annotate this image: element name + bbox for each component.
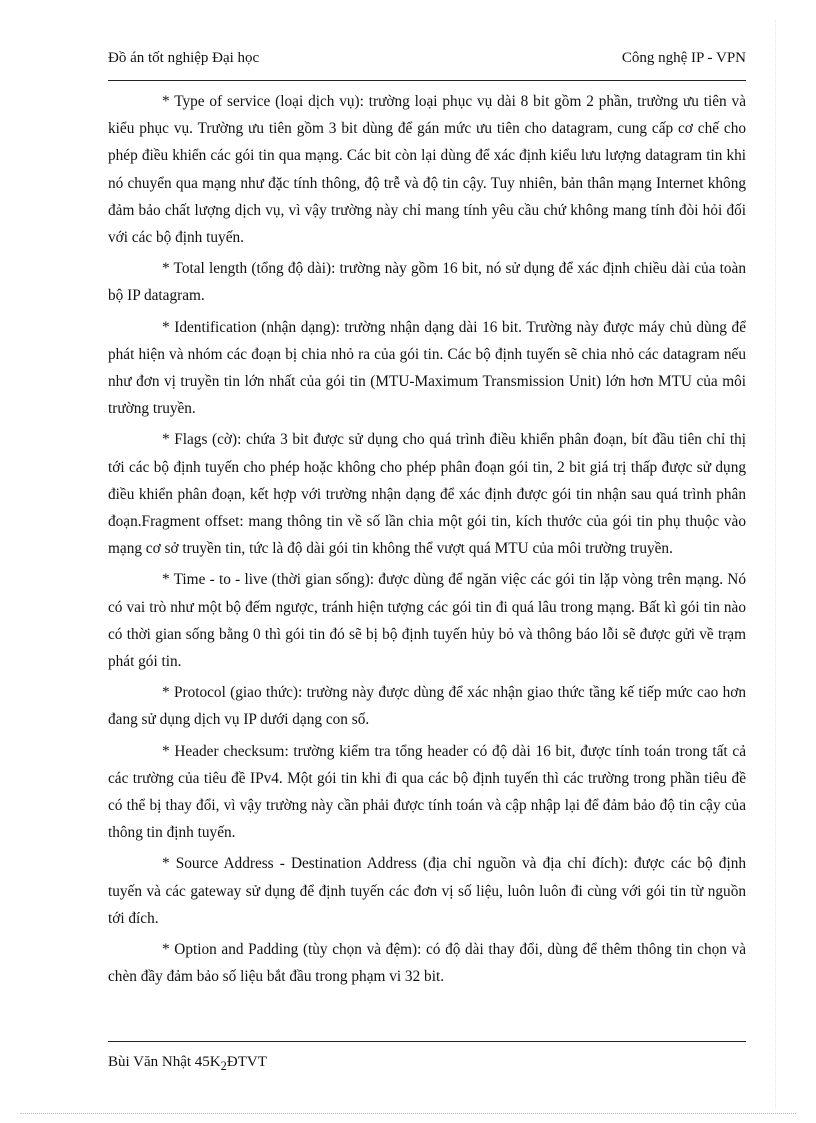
paragraph-identification: * Identification (nhận dạng): trường nhận dạng dài 16 bit. Trường này được máy chủ dùng để phát hiện và nhóm các đoạn bị chia nhỏ ra của gói tin. Các bộ định tuyến sẽ chia nhỏ các datagram nếu như đơn vị truyền tin lớn nhất của gói tin (MTU-Maximum Transmission Unit) lớn hơn MTU của môi trường truyền. [108,318,746,418]
paragraph-time-to-live: * Time - to - live (thời gian sống): được dùng để ngăn việc các gói tin lặp vòng trên mạng. Nó có vai trò như một bộ đếm ngược, tránh hiện tượng các gói tin đi quá lâu trong mạng. Bất kì gói tin nào có thời gian sống bằng 0 thì gói tin đó sẽ bị bộ định tuyến hủy bỏ và thông báo lỗi sẽ được gửi về trạm phát gói tin. [108,571,746,671]
header-left-title: Đồ án tốt nghiệp Đại học [108,50,260,66]
page-footer [108,1041,746,1074]
footer-author-class: ĐTVT [226,1054,267,1070]
header-right-title: Công nghệ IP - VPN [621,50,746,66]
paragraph-address: * Source Address - Destination Address (địa chỉ nguồn và địa chỉ đích): được các bộ định tuyến và các gateway sử dụng để định tuyến các đơn vị số liệu, luôn luôn đi cùng với gói tin từ nguồn tới đích. [108,855,746,927]
document-body [108,88,746,995]
page-bottom-border [20,1113,796,1114]
paragraph-header-checksum: * Header checksum: trường kiểm tra tổng header có độ dài 16 bit, được tính toán trong tất cả các trường của tiêu đề IPv4. Một gói tin khi đi qua các bộ định tuyến thì các trường trong phần tiêu đề có thể bị thay đổi, vì vậy trường này cần phải được tính toán và cập nhập lại để đảm bảo độ tin cậy của thông tin định tuyến. [108,742,746,842]
paragraph-protocol: * Protocol (giao thức): trường này được dùng để xác nhận giao thức tầng kế tiếp mức cao hơn đang sử dụng dịch vụ IP dưới dạng con số. [108,684,746,729]
paragraph-option-padding: * Option and Padding (tùy chọn và đệm): có độ dài thay đổi, dùng để thêm thông tin chọn và chèn đầy đảm bảo số liệu bắt đầu trong phạm vi 32 bit. [108,941,746,986]
paragraph-flags: * Flags (cờ): chứa 3 bit được sử dụng cho quá trình điều khiển phân đoạn, bít đầu tiên chỉ thị tới các bộ định tuyến cho phép hoặc không cho phép phân đoạn gói tin, 2 bit giá trị thấp được sử dụng điều khiển phân đoạn, kết hợp với trường nhận dạng để xác định được gói tin nhận sau quá trình phân đoạn.Fragment offset: mang thông tin về số lần chia một gói tin, kích thước của gói tin phụ thuộc vào mạng cơ sở truyền tin, tức là độ dài gói tin không thể vượt quá MTU của môi trường truyền. [108,431,746,558]
paragraph-total-length: * Total length (tổng độ dài): trường này gồm 16 bit, nó sử dụng để xác định chiều dài của toàn bộ IP datagram. [108,260,746,305]
page-right-border [775,20,776,1109]
footer-author-name: Bùi Văn Nhật 45K [108,1054,221,1070]
page-header [108,50,746,81]
paragraph-type-of-service: * Type of service (loại dịch vụ): trường loại phục vụ dài 8 bit gồm 2 phần, trường ưu tiên và kiểu phục vụ. Trường ưu tiên gồm 3 bit dùng để gán mức ưu tiên cho datagram, cung cấp cơ chế cho phép điều khiển các gói tin qua mạng. Các bit còn lại dùng để xác định kiểu lưu lượng datagram tin khi nó chuyển qua mạng như đặc tính thông, độ trễ và độ tin cậy. Tuy nhiên, bản thân mạng Internet không đảm bảo chất lượng dịch vụ, vì vậy trường này chỉ mang tính yêu cầu chứ không mang tính đòi hỏi đối với các bộ định tuyến. [108,93,746,247]
footer-author [108,1054,267,1073]
footer-author-subscript: 2 [220,1059,227,1073]
